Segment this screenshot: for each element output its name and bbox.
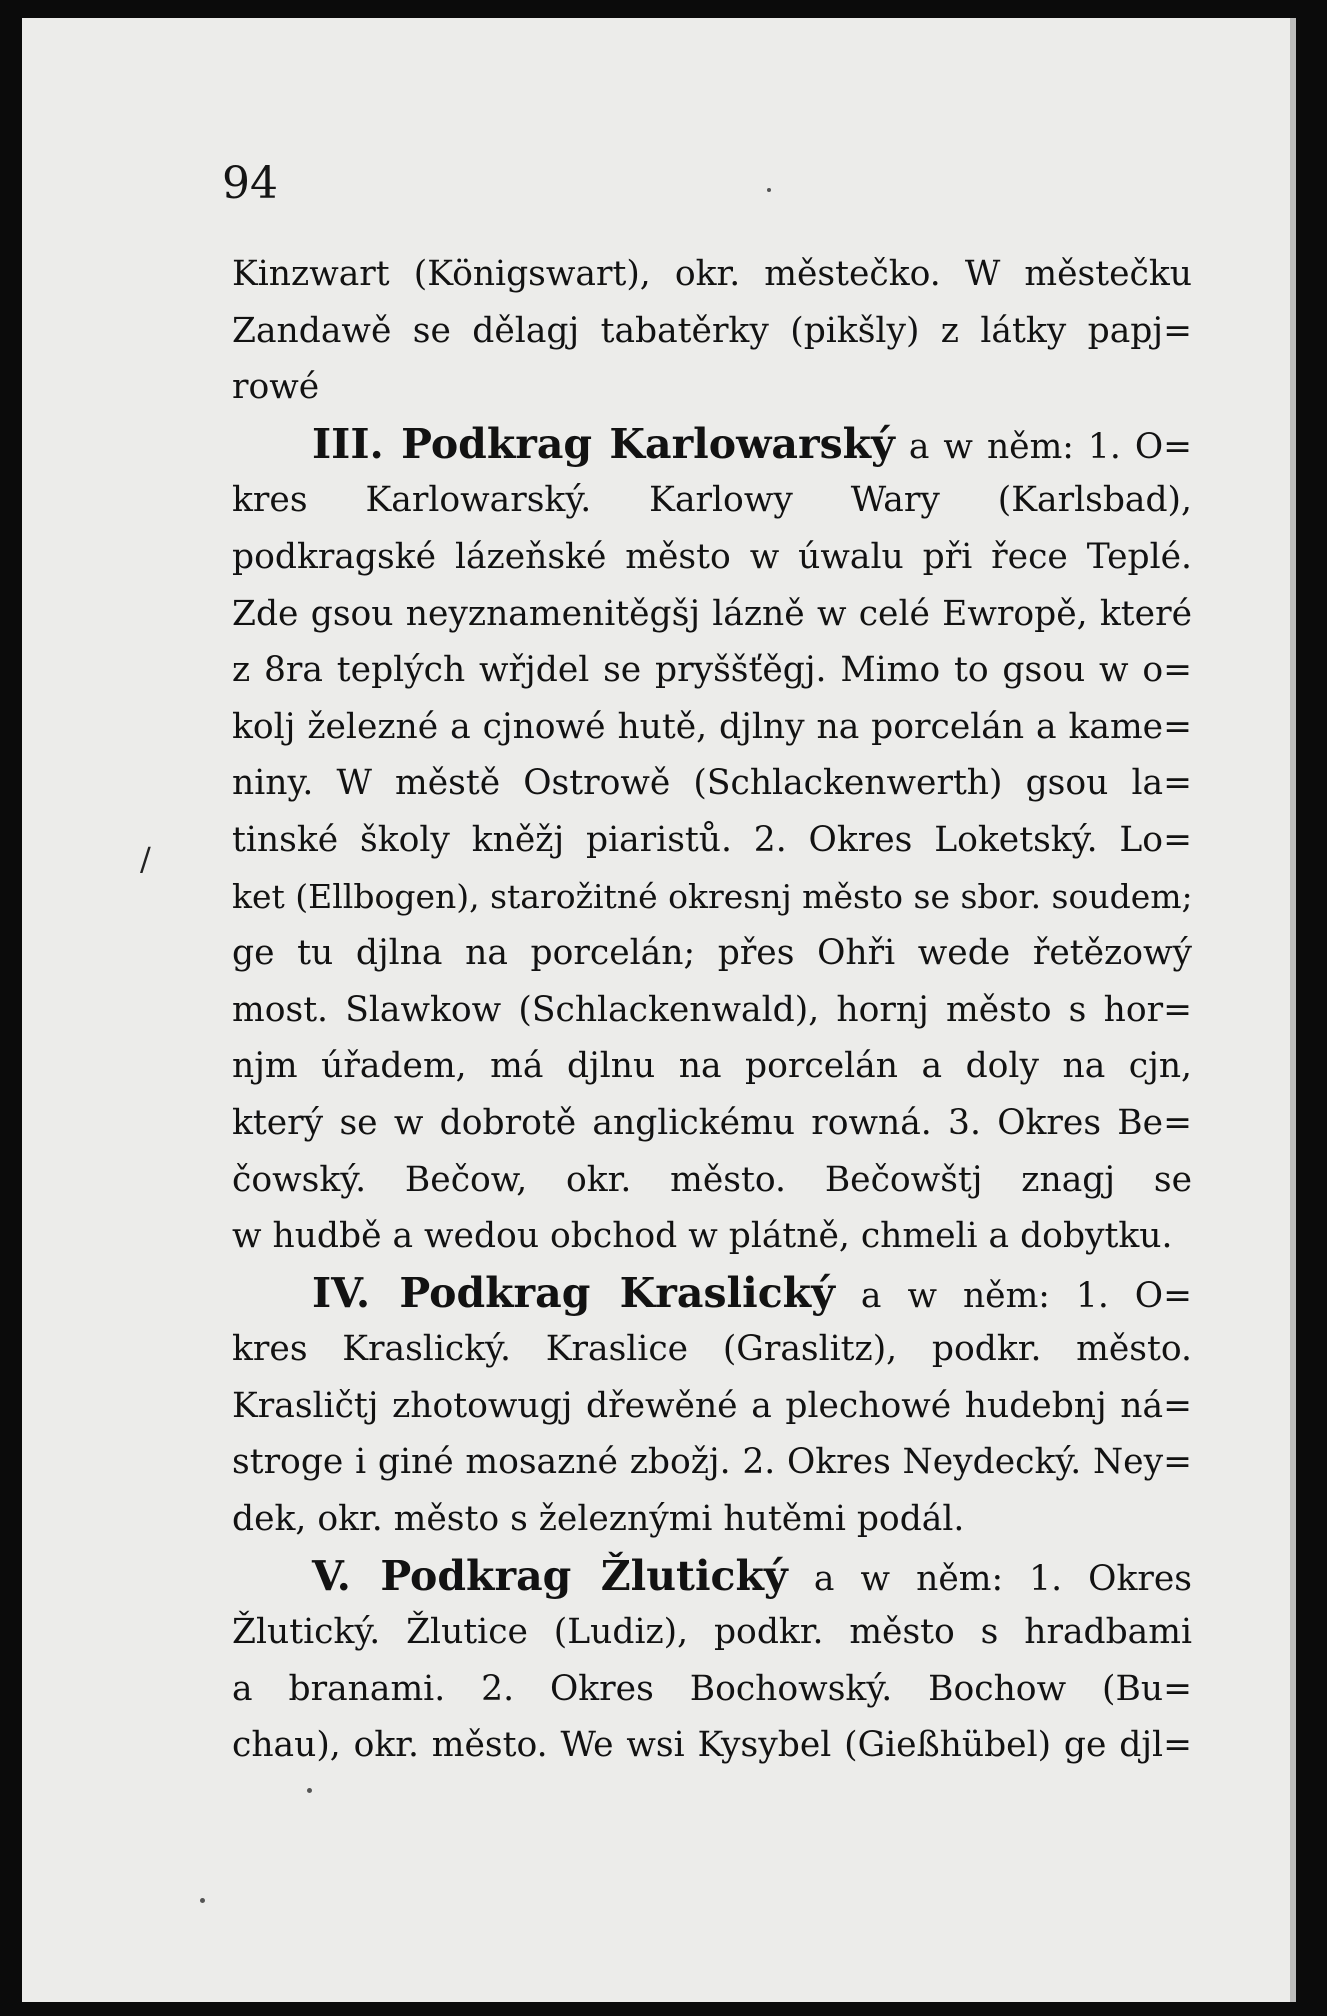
text-line: Zandawě se dělagj tabatěrky (pikšly) z látky papj= — [232, 310, 1192, 351]
text-line: dek, okr. město s železnými hutěmi podál. — [232, 1499, 965, 1540]
margin-mark: / — [140, 840, 151, 878]
text-line: most. Slawkow (Schlackenwald), hornj město s hor= — [232, 989, 1192, 1030]
section-heading: V. Podkrag Žlutický a w něm: 1. Okres — [312, 1551, 1192, 1600]
section-heading-line — [232, 416, 1192, 473]
text-line: Kinzwart (Königswart), okr. městečko. W městečku — [232, 254, 1192, 294]
text-line: Žlutický. Žlutice (Ludiz), podkr. město s hradbami — [232, 1612, 1192, 1653]
text-line: chau), okr. město. We wsi Kysybel (Gießhübel) ge djl= — [232, 1725, 1192, 1766]
text-line: čowský. Bečow, okr. město. Bečowštj znagj se — [232, 1159, 1192, 1200]
text-line: tinské školy kněžj piaristů. 2. Okres Loketský. Lo= — [232, 819, 1192, 860]
section-heading-line — [232, 1265, 1192, 1322]
text-line: Zde gsou neyznamenitěgšj lázně w celé Ewropě, které — [232, 593, 1192, 634]
text-line: ge tu djlna na porcelán; přes Ohři wede řetězowý — [232, 933, 1192, 974]
section-heading-line — [232, 1548, 1192, 1605]
text-line: njm úřadem, má djlnu na porcelán a doly na cjn, — [232, 1046, 1192, 1087]
section-title: V. Podkrag Žlutický — [312, 1551, 788, 1600]
text-line: ket (Ellbogen), starožitné okresnj město se sbor. soudem; — [232, 876, 1193, 916]
text-line: Krasličtj zhotowugj dřewěné a plechowé hudebnj ná= — [232, 1385, 1192, 1426]
text-line: podkragské lázeňské město w úwalu při řece Teplé. — [232, 536, 1192, 577]
paper-speck — [767, 188, 771, 192]
section-heading: IV. Podkrag Kraslický a w něm: 1. O= — [312, 1268, 1192, 1317]
text-line: který se w dobrotě anglickému rowná. 3. Okres Be= — [232, 1102, 1192, 1143]
text-line: stroge i giné mosazné zbožj. 2. Okres Neydecký. Ney= — [232, 1442, 1192, 1483]
section-title: IV. Podkrag Kraslický — [312, 1268, 835, 1317]
paper-speck — [200, 1898, 205, 1903]
section-heading: III. Podkrag Karlowarský a w něm: 1. O= — [312, 419, 1193, 468]
text-line: niny. W městě Ostrowě (Schlackenwerth) gsou la= — [232, 763, 1192, 804]
text-line: rowé — [232, 367, 320, 408]
text-line: a branami. 2. Okres Bochowský. Bochow (Bu= — [232, 1668, 1192, 1709]
paper-speck — [307, 1788, 312, 1793]
page-number: 94 — [222, 158, 278, 209]
text-line: kres Karlowarský. Karlowy Wary (Karlsbad), — [232, 480, 1192, 521]
text-line: w hudbě a wedou obchod w plátně, chmeli a dobytku. — [232, 1216, 1173, 1257]
body-text — [232, 246, 1192, 1774]
text-line: z 8ra teplých wřjdel se pryššťěgj. Mimo to gsou w o= — [232, 650, 1192, 691]
section-title: III. Podkrag Karlowarský — [312, 419, 895, 468]
book-page — [22, 18, 1290, 2002]
text-line: kres Kraslický. Kraslice (Graslitz), podkr. město. — [232, 1329, 1192, 1370]
text-line: kolj železné a cjnowé hutě, djlny na porcelán a kame= — [232, 706, 1192, 747]
